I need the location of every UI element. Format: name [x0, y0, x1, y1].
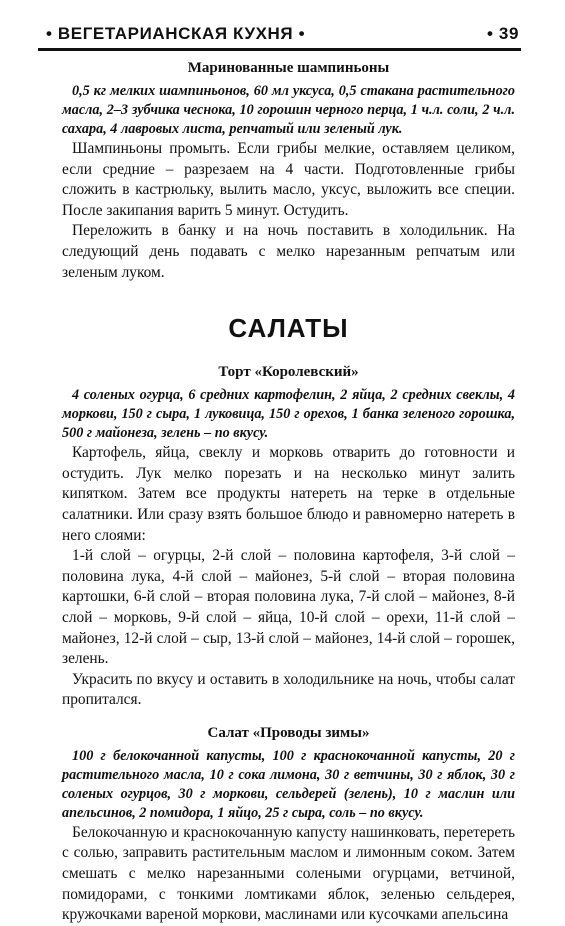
page-number: • 39: [487, 24, 519, 43]
spacer: [62, 711, 515, 723]
ingredients-winter-farewell: 100 г белокочанной капусты, 100 г краснокочанной капусты, 20 г растительного масла, 10 г сока лимона, 30 г ветчины, 30 г яблок, 30 г соленых огурцов, 30 г моркови, сельдерей (зелень), 10 г маслин или апельсинов, 2 помидора, 1 яйцо, 25 г сыра, соль – по вкусу.: [62, 747, 515, 821]
running-title: • ВЕГЕТАРИАНСКАЯ КУХНЯ •: [46, 24, 306, 43]
recipe-title-royal-cake: Торт «Королевский»: [218, 364, 359, 381]
paragraph: Переложить в банку и на ночь поставить в холодильник. На следующий день подавать с мелко нарезанным репчатым или зеленым луком.: [62, 222, 515, 281]
paragraph: Украсить по вкусу и оставить в холодильнике на ночь, чтобы салат пропитался.: [62, 670, 515, 709]
paragraph: 1-й слой – огурцы, 2-й слой – половина картофеля, 3-й слой – половина лука, 4-й слой – майонез, 5-й слой – вторая половина картошки, 6-й слой – вторая половина лука, 7-й слой – майонез, 8-й слой – морковь, 9-й слой – яйца, 10-й слой – орехи, 11-й слой – майонез, 12-й слой – сыр, 13-й слой – майонез, 14-й слой – горошек, зелень.: [62, 547, 515, 668]
ingredients-royal-cake: 4 соленых огурца, 6 средних картофелин, 2 яйца, 2 средних свеклы, 4 моркови, 150 г сыра, 1 луковица, 150 г орехов, 1 банка зеленого горошка, 500 г майонеза, зелень – по вкусу.: [62, 387, 515, 442]
paragraph: Картофель, яйца, свеклу и морковь отварить до готовности и остудить. Лук мелко порезать и на несколько минут залить кипятком. Затем все продукты натереть на терке в отдельные салатники. Или сразу взять большое блюдо и равномерно натереть в него слоями:: [62, 444, 515, 544]
recipe-title-mushrooms: Маринованные шампиньоны: [187, 60, 390, 76]
paragraph: Белокочанную и краснокочанную капусту нашинковать, перетереть с солью, заправить растительным маслом и лимонным соком. Затем смешать с мелко нарезанными солеными огурцами, ветчиной, помидорами, с тонкими ломтиками яблок, зеленью сельдерея, кружочками вареной моркови, маслинами или кусочками апельсина: [62, 823, 515, 924]
section-title: САЛАТЫ: [228, 313, 349, 344]
page-content: [62, 58, 515, 926]
running-header: [38, 22, 521, 51]
paragraph: Шампиньоны промыть. Если грибы мелкие, оставляем целиком, если средние – разрезаем на 4 части. Подготовленные грибы сложить в кастрюльку, вылить масло, уксус, выложить все специи. После закипания варить 5 минут. Остудить.: [62, 140, 515, 219]
ingredients-mushrooms: 0,5 кг мелких шампиньонов, 60 мл уксуса, 0,5 стакана растительного масла, 2–3 зубчика чеснока, 10 горошин черного перца, 1 ч.л. соли, 2 ч.л. сахара, 4 лавровых листа, репчатый или зеленый лук.: [62, 83, 515, 137]
recipe-title-winter-farewell: Салат «Проводы зимы»: [207, 724, 370, 741]
